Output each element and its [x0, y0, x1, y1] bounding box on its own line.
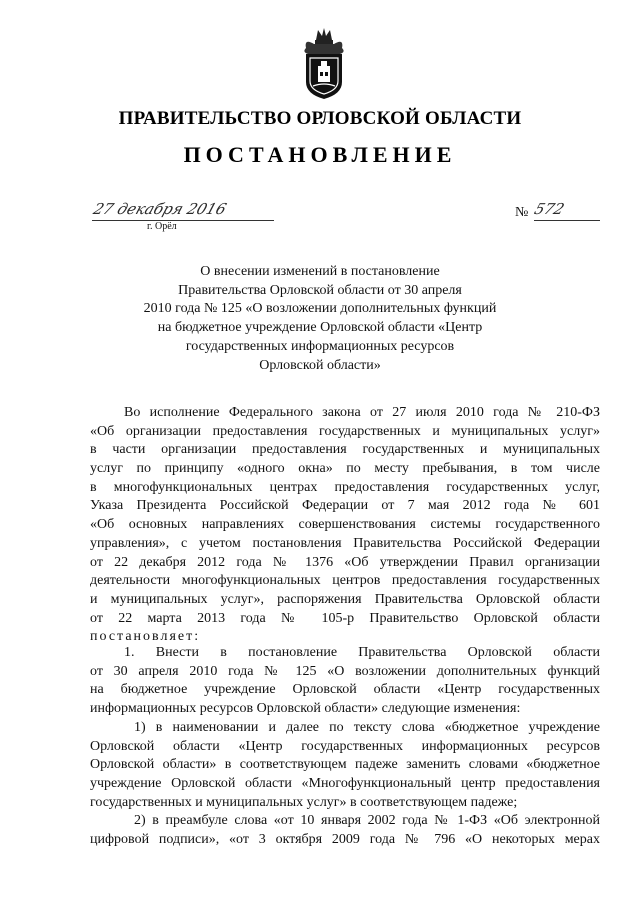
text-line: от 22 марта 2013 года № 105-р Правительство Орловской области: [90, 610, 600, 626]
text-line: в части организации предоставления государственных и муниципальных: [90, 442, 600, 458]
number-label: №: [515, 205, 529, 220]
text-line: Орловской области» в соответствующем падеже заменить словами «бюджетное: [90, 757, 600, 773]
text-line: управления», с учетом постановления Правительства Российской Федерации: [90, 535, 600, 551]
text-line: учреждение Орловской области «Многофункциональный центр предоставления: [90, 776, 600, 792]
subject-line: 2010 года № 125 «О возложении дополнительных функций: [143, 301, 497, 317]
document-subject: [100, 263, 540, 375]
text-line: и муниципальных услуг», распоряжения Правительства Орловской области: [90, 591, 600, 607]
text-line: услуг по принципу «одного окна» по месту пребывания, в том числе: [90, 461, 600, 477]
text-line: 1. Внести в постановление Правительства Орловской области: [124, 645, 600, 660]
city-label: г. Орёл: [147, 221, 177, 232]
item-1-paragraph: [90, 644, 600, 719]
text-line: на бюджетное учреждение Орловской области «Центр государственных: [90, 682, 600, 698]
resolves-word: постановляет:: [90, 629, 201, 645]
number-underline: [534, 220, 600, 221]
subject-line: государственных информационных ресурсов: [185, 338, 455, 354]
text-line: 2) в преамбуле слова «от 10 января 2002 года № 1-ФЗ «Об электронной: [134, 813, 600, 828]
text-line: информационных ресурсов Орловской области» следующие изменения:: [90, 701, 521, 717]
date-handwritten: 27 декабря 2016: [91, 200, 229, 218]
text-line: Во исполнение Федерального закона от 27 июля 2010 года № 210-ФЗ: [124, 405, 600, 420]
text-line: от 22 декабря 2012 года № 1376 «Об утверждении Правил организации: [90, 554, 600, 570]
subitem-2-paragraph: [90, 812, 600, 849]
text-line: государственных и муниципальных услуг» в соответствующем падеже;: [90, 794, 518, 810]
text-line: Орловской области «Центр государственных информационных ресурсов: [90, 738, 600, 754]
subject-line: на бюджетное учреждение Орловской области «Центр: [157, 320, 483, 336]
coat-of-arms-icon: [300, 28, 348, 100]
date-underline: [92, 220, 274, 221]
subject-line: Правительства Орловской области от 30 апреля: [178, 282, 462, 298]
text-line: «Об основных направлениях совершенствования системы государственного: [90, 517, 600, 533]
text-line: деятельности многофункциональных центров предоставления государственных: [90, 573, 600, 589]
organization-title: ПРАВИТЕЛЬСТВО ОРЛОВСКОЙ ОБЛАСТИ: [118, 108, 522, 129]
text-line: от 30 апреля 2010 года № 125 «О возложении дополнительных функций: [90, 663, 600, 679]
text-line: 1) в наименовании и далее по тексту слова «бюджетное учреждение: [134, 720, 600, 735]
text-line: Указа Президента Российской Федерации от 7 мая 2012 года № 601: [90, 498, 600, 514]
text-line: «Об организации предоставления государственных и муниципальных услуг»: [90, 423, 600, 439]
subject-line: О внесении изменений в постановление: [200, 264, 440, 279]
document-type-title: ПОСТАНОВЛЕНИЕ: [183, 142, 457, 167]
text-line: цифровой подписи», «от 3 октября 2009 года № 796 «О некоторых мерах: [90, 831, 600, 847]
text-line: в многофункциональных центрах предоставления государственных услуг,: [90, 479, 600, 495]
subitem-1-paragraph: [90, 719, 600, 812]
number-handwritten: 572: [532, 200, 567, 218]
preamble-paragraph: [90, 404, 600, 647]
subject-line: Орловской области»: [259, 357, 381, 373]
